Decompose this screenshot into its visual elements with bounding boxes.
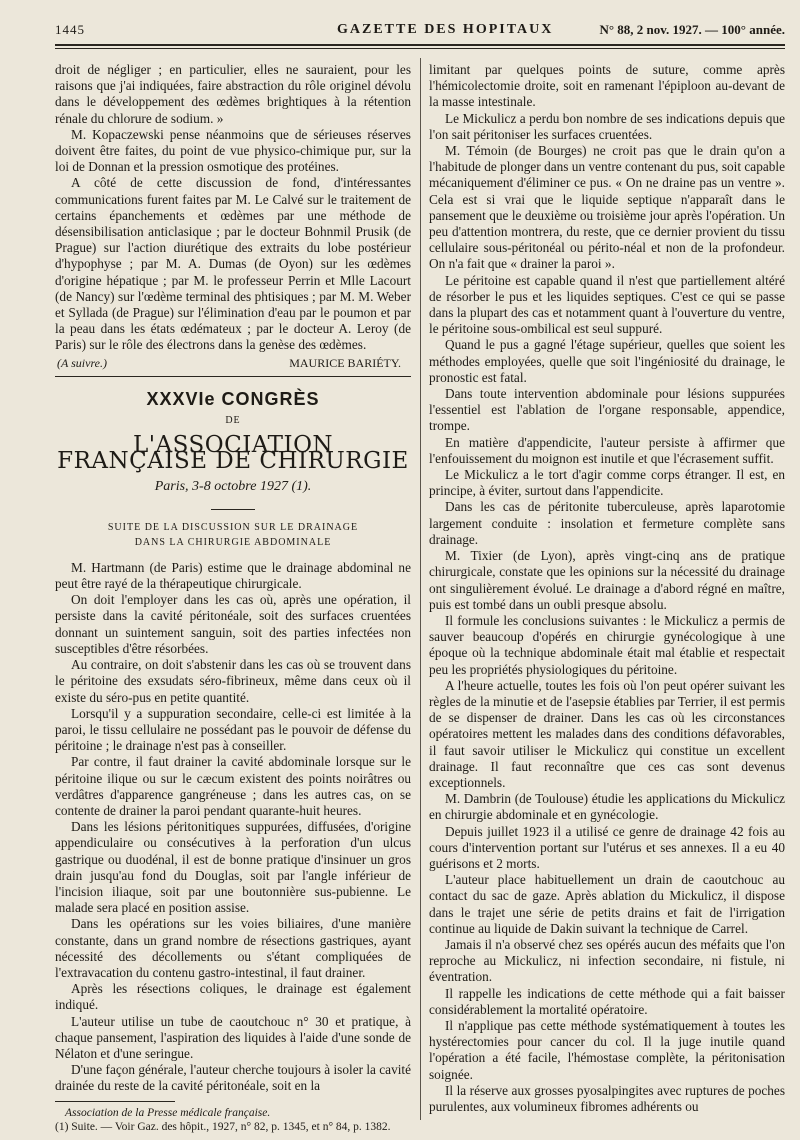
paragraph: Dans les lésions péritonitiques suppurées, diffusées, d'origine appendiculaire ou consécutives à la perforation d'un ulcus gastrique ou duodénal, il est de bonne pratique d'insinuer un gros drain jusqu'au fond du Douglas, soit par l'angle inférieur de l'incision iliaque, soit par une boutonnière sus-pubienne. Le malade sera placé en position assise. [55, 819, 411, 916]
issue-info: N° 88, 2 nov. 1927. — 100° année. [599, 22, 785, 37]
paragraph: Depuis juillet 1923 il a utilisé ce genre de drainage 42 fois au cours d'intervention portant sur l'utérus et ses annexes. Il a eu 40 guérisons et 2 morts. [429, 823, 785, 871]
paragraph: Après les résections coliques, le drainage est également indiqué. [55, 981, 411, 1013]
paragraph: Quand le pus a gagné l'étage supérieur, quelles que soient les méthodes employées, quelle que soit l'ingéniosité du drainage, le pronostic est fatal. [429, 337, 785, 385]
congress-de: DE [225, 415, 241, 427]
paragraph: En matière d'appendicite, l'auteur persiste à affirmer que l'enfouissement du moignon est inutile et que l'écrasement suffit. [429, 434, 785, 466]
congress-place-date: Paris, 3-8 octobre 1927 (1). [154, 478, 312, 494]
association-title: L'ASSOCIATION FRANÇAISE DE CHIRURGIE [57, 432, 409, 475]
page-number: 1445 [55, 22, 85, 37]
paragraph: M. Tixier (de Lyon), après vingt-cinq ans de pratique chirurgicale, constate que les opinions sur la nécessité du drainage ont singulièrement évolué. Le drainage a d'abord régné en maître, puis est tombé dans un oubli presque absolu. [429, 548, 785, 612]
right-column [429, 62, 785, 1115]
paragraph: A l'heure actuelle, toutes les fois où l'on peut opérer suivant les règles de la minutie et de l'asepsie établies par Terrier, il est permis de se dispenser de drainer. Dans les cas où les circonstances opératoires mettent les malades dans des conditions défavorables, il faut savoir utiliser le Mickulicz qui constitue un excellent drainage. Il faut reconnaître que ces cas sont devenus exceptionnels. [429, 677, 785, 790]
congress-title: XXXVIe CONGRÈS [146, 388, 320, 409]
discussion-heading [55, 520, 411, 550]
paragraph: Le péritoine est capable quand il n'est que partiellement altéré de résorber le pus et les liquides septiques. C'est ce qui se passe dans la plupart des cas et notamment quant à l'ouverture du ventre, le péritoine sous-ombilical est seul suppuré. [429, 272, 785, 337]
paragraph: M. Dambrin (de Toulouse) étudie les applications du Mickulicz en chirurgie abdominale et en gynécologie. [429, 791, 785, 823]
header-rule-thin [55, 48, 785, 49]
paragraph: A côté de cette discussion de fond, d'intéressantes communications furent faites par M. Le Calvé sur le traitement de certains épanchements et œdèmes par une méthode de désensibilisation anticlasique ; par le docteur Bohnmil Prusik (de Prague) sur l'action diurétique des extraits du lobe postérieur d'hypophyse ; par M. A. Dumas (de Oyon) sur les œdèmes d'origine hépatique ; par M. le professeur Perrin et Mlle Lacourt (de Nancy) sur l'œdème terminal des phtisiques ; par M. M. Weber et Syllada (de Prague) sur l'élimination d'eau par le poumon et par la peau dans les états œdémateux ; par le docteur A. Leroy (de Paris) sur le rôle des électrons dans la genèse des œdèmes. [55, 175, 411, 353]
page-header [55, 22, 785, 40]
paragraph: M. Témoin (de Bourges) ne croit pas que le drain qu'on a l'habitude de plonger dans un ventre contenant du pus, soit capable mécaniquement d'éliminer ce pus. « On ne draine pas un ventre ». Cela est si vrai que le liquide septique n'apparaît dans le pansement que le deuxième ou troisième jour après l'opération. Un peu d'attention montrera, du reste, que ce dernier provient du tissu cellulaire sous-péritonéal ou périto-néal et non de la profondeur. On n'a fait que « drainer la paroi ». [429, 143, 785, 272]
paragraph: Le Mickulicz a le tort d'agir comme corps étranger. Il est, en principe, à éviter, surtout dans l'appendicite. [429, 467, 785, 499]
paragraph: M. Kopaczewski pense néanmoins que de sérieuses réserves doivent être faites, du point de vue physico-chimique pur, sur la loi de Donnan et la pression osmotique des protéines. [55, 126, 411, 175]
paragraph: D'une façon générale, l'auteur cherche toujours à isoler la cavité drainée du reste de la cavité péritonéale, soit en la [55, 1062, 412, 1094]
to-be-continued: (A suivre.) [57, 355, 107, 370]
paragraph: Jamais il n'a observé chez ses opérés aucun des méfaits que l'on reproche au Mickulicz, ni infection secondaire, ni fistule, ni éventration. [429, 936, 785, 985]
header-rule [55, 44, 785, 46]
author-name: MAURICE BARIÉTY. [289, 355, 401, 370]
discussion-heading-line2: DANS LA CHIRURGIE ABDOMINALE [134, 536, 332, 548]
paragraph: Dans les opérations sur les voies biliaires, d'une manière constante, dans un grand nombre de résections gastriques, ayant nécessité des décollements ou s'étant compliquées de l'extravacation du contenu gastro-intestinal, il faut drainer. [55, 916, 411, 980]
paragraph: On doit l'employer dans les cas où, après une opération, il persiste dans la cavité péritonéale, soit des surfaces cruentées donnant un suintement sanguin, soit des parties infectées non susceptibles d'être résorbées. [55, 592, 411, 656]
footnote-rule [55, 1101, 175, 1102]
paragraph: Dans les cas de péritonite tuberculeuse, après laparotomie largement conduite : insolation et fermeture complète sans drainage. [429, 499, 785, 547]
paragraph: Par contre, il faut drainer la cavité abdominale lorsque sur le péritoine ilique ou sur le cæcum existent des points noirâtres ou verdâtres d'apparence gangréneuse ; dans les autres cas, on se contente de drainer la paroi pendant quarante-huit heures. [55, 754, 411, 818]
paragraph: Dans toute intervention abdominale pour lésions suppurées l'essentiel est l'ablation de l'organe responsable, appendice, trompe. [429, 386, 785, 434]
article-signature [55, 355, 411, 371]
left-column [55, 62, 411, 1134]
paragraph: Le Mickulicz a perdu bon nombre de ses indications depuis que l'on sait péritoniser les surfaces cruentées. [429, 110, 785, 142]
journal-title: GAZETTE DES HOPITAUX [337, 22, 554, 37]
paragraph: Il la réserve aux grosses pyosalpingites avec ruptures de poches purulentes, aux volumineux fibromes adhérents ou [429, 1082, 785, 1114]
short-rule [211, 509, 255, 510]
discussion-heading-line1: SUITE DE LA DISCUSSION SUR LE DRAINAGE [107, 521, 359, 533]
paragraph: Il n'applique pas cette méthode systématiquement à toutes les hystérectomies pour cancer du col. Il la juge inutile quand l'opération a été facile, l'hémostase complète, la péritonisation soignée. [429, 1017, 785, 1082]
paragraph: droit de négliger ; en particulier, elles ne sauraient, pour les raisons que j'ai indiquées, faire abstraction du rôle originel dévolu dans le développement des œdèmes brightiques à la rétention rénale du chlorure de sodium. » [55, 62, 411, 126]
paragraph: Il rappelle les indications de cette méthode qui a fait baisser considérablement la mortalité opératoire. [429, 985, 785, 1017]
footnote-association: Association de la Presse médicale française. [65, 1106, 271, 1119]
paragraph: M. Hartmann (de Paris) estime que le drainage abdominal ne peut être rayé de la thérapeutique chirurgicale. [55, 559, 411, 592]
paragraph: L'auteur utilise un tube de caoutchouc n° 30 et pratique, à chaque pansement, l'aspiration des liquides à l'aide d'une sonde de Nélaton et d'une seringue. [55, 1013, 411, 1061]
paragraph: L'auteur place habituellement un drain de caoutchouc au contact du sac de gaze. Après ablation du Mickulicz, il dispose dans le trajet une série de petits drains et fait de l'irrigation continue au liquide de Dakin suivant la technique de Carrel. [429, 872, 785, 936]
paragraph: limitant par quelques points de suture, comme après l'hémicolectomie droite, soit en ramenant l'épiploon au-devant de la masse intestinale. [429, 62, 785, 110]
paragraph: Lorsqu'il y a suppuration secondaire, celle-ci est limitée à la paroi, le tissu cellulaire ne possédant pas le pouvoir de défense du péritoine ; le drainage n'est pas à conseiller. [55, 705, 411, 754]
column-separator [420, 58, 421, 1120]
paragraph: Il formule les conclusions suivantes : le Mickulicz a permis de sauver beaucoup d'opérés en chirurgie gynécologique à une époque où la technique abdominale était mal établie et respectait peu les propriétés physiologiques du péritoine. [429, 612, 785, 677]
footnotes [55, 1106, 411, 1134]
paragraph: Au contraire, on doit s'abstenir dans les cas où se trouvent dans le péritoine des exsudats séro-fibrineux, même dans ceux où il existe du séro-pus en petite quantité. [55, 657, 411, 705]
section-rule [55, 376, 411, 377]
footnote-1: (1) Suite. — Voir Gaz. des hôpit., 1927, n° 82, p. 1345, et n° 84, p. 1382. [55, 1120, 391, 1133]
